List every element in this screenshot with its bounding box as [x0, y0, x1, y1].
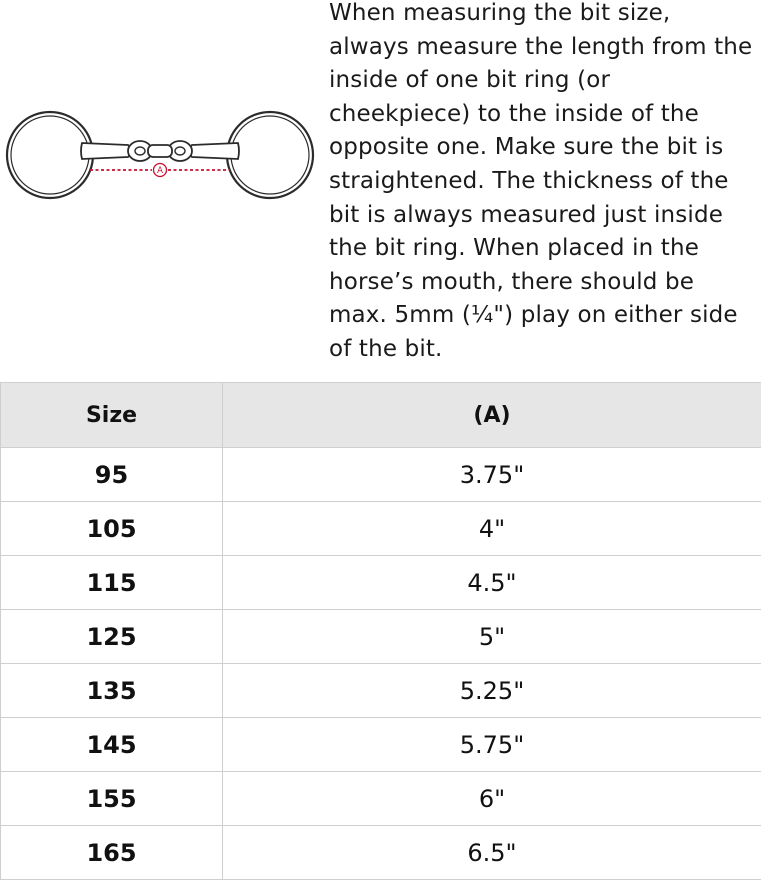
table-row	[1, 556, 761, 610]
table-row	[1, 610, 761, 664]
table-row	[1, 772, 761, 826]
size-table-container	[0, 382, 761, 880]
table-row	[1, 826, 761, 880]
measurement-cell: 3.75"	[223, 448, 761, 502]
measurement-label: A	[157, 166, 163, 177]
measurement-cell: 6"	[223, 772, 761, 826]
size-cell: 125	[1, 610, 223, 664]
column-header-measurement: (A)	[223, 383, 761, 448]
measuring-instructions: When measuring the bit size, always measure the length from the inside of one bit ring (or cheekpiece) to the inside of the opposite one. Make sure the bit is straightened. The thickness of the bit is always measured just inside the bit ring. When placed in the horse’s mouth, there should be max. 5mm (¼") play on either side of the bit.	[329, 0, 753, 362]
measurement-cell: 6.5"	[223, 826, 761, 880]
left-bit-ring	[7, 112, 93, 198]
centre-link-bar	[148, 145, 172, 157]
size-cell: 135	[1, 664, 223, 718]
measurement-cell: 4"	[223, 502, 761, 556]
size-cell: 115	[1, 556, 223, 610]
column-header-size: Size	[1, 383, 223, 448]
measurement-cell: 5"	[223, 610, 761, 664]
size-cell: 95	[1, 448, 223, 502]
table-row	[1, 502, 761, 556]
right-bit-ring	[227, 112, 313, 198]
size-cell: 145	[1, 718, 223, 772]
size-cell: 165	[1, 826, 223, 880]
bit-measurement-diagram	[0, 108, 320, 208]
right-mouthpiece	[189, 143, 239, 159]
right-bit-ring-inner	[231, 116, 309, 194]
measurement-cell: 5.25"	[223, 664, 761, 718]
size-cell: 105	[1, 502, 223, 556]
measurement-cell: 4.5"	[223, 556, 761, 610]
table-row	[1, 718, 761, 772]
size-cell: 155	[1, 772, 223, 826]
table-row	[1, 664, 761, 718]
table-header-row	[1, 383, 761, 448]
left-mouthpiece	[81, 143, 131, 159]
measuring-guide	[0, 0, 761, 382]
size-table	[0, 382, 761, 880]
table-row	[1, 448, 761, 502]
measurement-cell: 5.75"	[223, 718, 761, 772]
left-bit-ring-inner	[11, 116, 89, 194]
